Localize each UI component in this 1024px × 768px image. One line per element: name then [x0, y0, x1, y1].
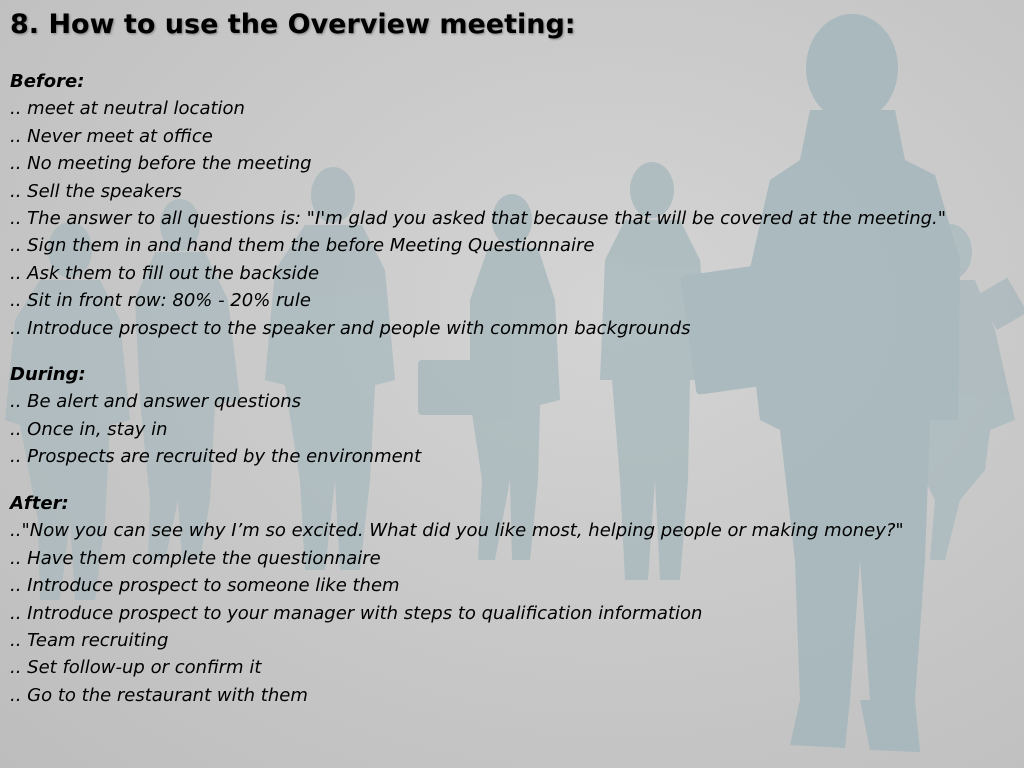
list-item: .. Introduce prospect to the speaker and people with common backgrounds: [10, 317, 691, 339]
section-after: [10, 490, 904, 709]
list-item: .. Prospects are recruited by the environment: [10, 446, 422, 468]
during-list: [10, 388, 421, 470]
list-item: .. Never meet at office: [10, 125, 213, 147]
list-item: .. Go to the restaurant with them: [10, 684, 308, 706]
section-heading-after: After:: [10, 493, 69, 514]
section-heading-during: During:: [10, 364, 86, 385]
list-item: .. Ask them to fill out the backside: [10, 262, 320, 284]
before-list: [10, 95, 946, 342]
list-item: .."Now you can see why I’m so excited. What did you like most, helping people or making money?": [10, 520, 904, 542]
list-item: .. Be alert and answer questions: [10, 391, 302, 413]
list-item: .. Sell the speakers: [10, 180, 182, 202]
list-item: .. meet at neutral location: [10, 98, 245, 120]
list-item: .. Introduce prospect to someone like them: [10, 575, 400, 597]
list-item: .. Sit in front row: 80% - 20% rule: [10, 290, 311, 312]
list-item: .. Team recruiting: [10, 630, 169, 652]
list-item: .. Once in, stay in: [10, 418, 168, 440]
section-heading-before: Before:: [10, 71, 85, 92]
list-item: .. Introduce prospect to your manager with steps to qualification information: [10, 602, 703, 624]
list-item: .. The answer to all questions is: "I'm glad you asked that because that will be covered at the meeting.": [10, 208, 947, 230]
section-before: [10, 68, 946, 342]
slide-title: 8. How to use the Overview meeting:: [10, 9, 576, 40]
list-item: .. Sign them in and hand them the before Meeting Questionnaire: [10, 235, 595, 257]
list-item: .. No meeting before the meeting: [10, 153, 312, 175]
list-item: .. Have them complete the questionnaire: [10, 547, 381, 569]
list-item: .. Set follow-up or confirm it: [10, 657, 262, 679]
after-list: [10, 517, 904, 709]
section-during: [10, 361, 421, 471]
